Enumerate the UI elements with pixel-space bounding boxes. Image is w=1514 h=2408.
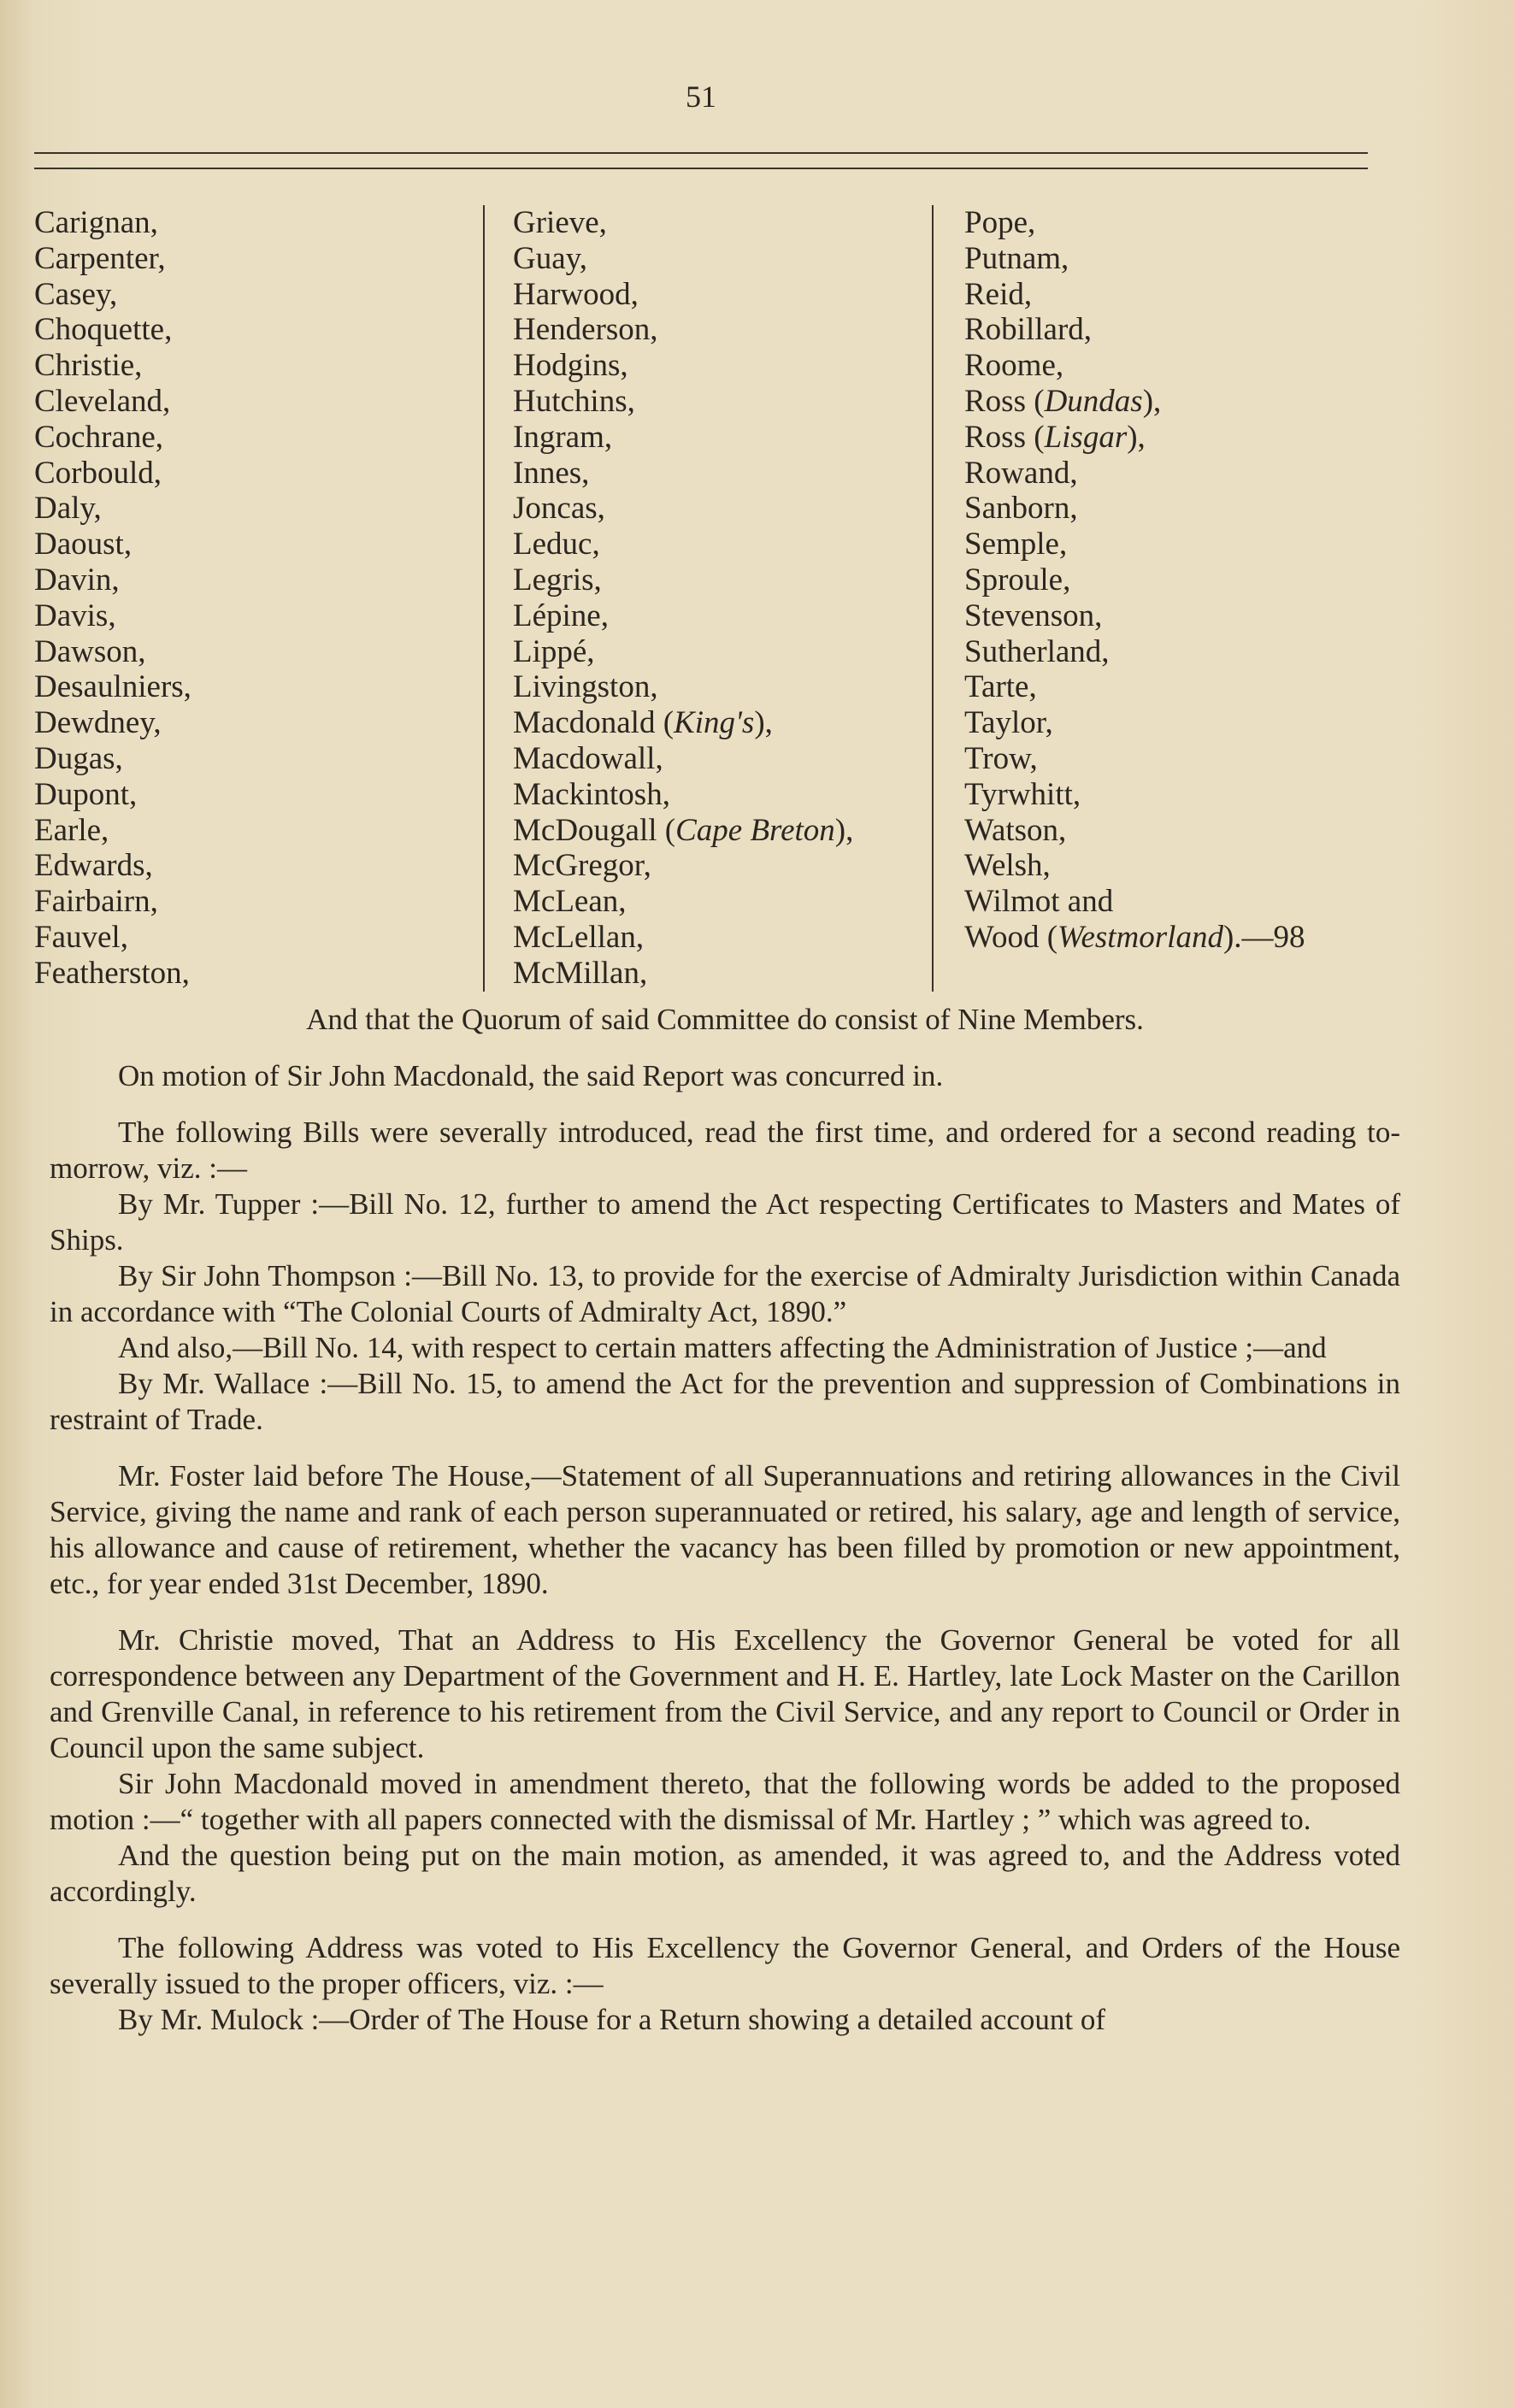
member-name — [964, 920, 1305, 956]
foster-paragraph: Mr. Foster laid before The House,—Statement of all Superannuations and retiring allowances in the Civil Service, giving the name and rank of each person superannuated or retired, his salary, age and length of service, his allowance and cause of retirement, whether the vacancy has been filled by promotion or new appointment, etc., for year ended 31st December, 1890. — [50, 1459, 1400, 1600]
member-name: Daly, — [34, 491, 102, 527]
member-name: Henderson, — [513, 312, 658, 348]
body-text — [50, 1002, 1400, 2038]
page-number: 51 — [686, 79, 716, 114]
member-name: Carpenter, — [34, 240, 166, 276]
name-column-3 — [964, 205, 1305, 956]
bill-14-paragraph: And also,—Bill No. 14, with respect to certain matters affecting the Administration of Justice ;—and — [118, 1331, 1327, 1364]
member-name: Pope, — [964, 205, 1036, 240]
member-name: Tarte, — [964, 669, 1037, 705]
member-name: Sproule, — [964, 562, 1071, 598]
member-name: Welsh, — [964, 848, 1051, 884]
member-name: Reid, — [964, 276, 1033, 312]
member-surname: Ross ( — [964, 419, 1045, 455]
member-suffix: ), — [1142, 383, 1162, 419]
member-name: Fauvel, — [34, 919, 128, 955]
member-name — [513, 813, 853, 849]
quorum-paragraph: And that the Quorum of said Committee do consist of Nine Members. — [306, 1003, 1144, 1036]
member-name — [513, 705, 853, 741]
member-name: Joncas, — [513, 491, 605, 527]
member-name: Choquette, — [34, 312, 173, 348]
member-riding: Cape Breton — [675, 812, 835, 848]
member-name: Mackintosh, — [513, 776, 670, 812]
column-divider-1 — [483, 205, 485, 992]
member-name: Featherston, — [34, 955, 190, 991]
member-riding: King's — [674, 705, 755, 741]
member-name: Legris, — [513, 562, 602, 598]
member-name: Cleveland, — [34, 383, 171, 419]
question-paragraph: And the question being put on the main motion, as amended, it was agreed to, and the Address voted accordingly. — [50, 1839, 1400, 1908]
member-suffix: ), — [1127, 419, 1146, 455]
member-suffix: ).—98 — [1222, 919, 1305, 955]
member-name: Hodgins, — [513, 348, 628, 384]
member-name: Ingram, — [513, 419, 613, 455]
member-suffix: ), — [834, 812, 854, 848]
member-name: Stevenson, — [964, 598, 1103, 633]
member-name: Roome, — [964, 348, 1064, 384]
member-name: Sutherland, — [964, 633, 1110, 669]
member-name: Dawson, — [34, 633, 146, 669]
header-rule-bottom — [34, 168, 1368, 169]
member-name: Fairbairn, — [34, 884, 158, 920]
member-name: McLean, — [513, 884, 627, 920]
name-column-1 — [34, 205, 191, 992]
member-name: Innes, — [513, 455, 590, 491]
member-name: Davin, — [34, 562, 120, 598]
member-name: Trow, — [964, 740, 1038, 776]
amendment-paragraph: Sir John Macdonald moved in amendment thereto, that the following words be added to the proposed motion :—“ together with all papers connected with the dismissal of Mr. Hartley ; ” which was agreed to. — [50, 1767, 1400, 1836]
member-name: Casey, — [34, 276, 118, 312]
header-rule-top — [34, 152, 1368, 154]
member-name: Dewdney, — [34, 705, 162, 741]
member-name: Dugas, — [34, 740, 123, 776]
bill-15-paragraph: By Mr. Wallace :—Bill No. 15, to amend the Act for the prevention and suppression of Combinations in restraint of Trade. — [50, 1367, 1400, 1436]
member-surname: Wood ( — [964, 919, 1058, 955]
bill-12-paragraph: By Mr. Tupper :—Bill No. 12, further to amend the Act respecting Certificates to Masters and Mates of Ships. — [50, 1187, 1400, 1257]
column-divider-2 — [932, 205, 934, 992]
member-name: Semple, — [964, 527, 1068, 562]
member-name: Wilmot and — [964, 884, 1114, 920]
member-riding: Lisgar — [1044, 419, 1128, 455]
member-name: Harwood, — [513, 276, 639, 312]
member-name: Tyrwhitt, — [964, 776, 1081, 812]
member-name: Rowand, — [964, 455, 1078, 491]
member-name: Taylor, — [964, 705, 1053, 741]
member-name: Lépine, — [513, 598, 609, 633]
member-name: Carignan, — [34, 205, 158, 240]
member-name: Dupont, — [34, 776, 138, 812]
member-name — [964, 384, 1305, 420]
member-name: Daoust, — [34, 527, 133, 562]
member-name: Watson, — [964, 812, 1067, 848]
member-suffix: ), — [754, 705, 773, 741]
address-paragraph: The following Address was voted to His Excellency the Governor General, and Orders of the House severally issued to the proper officers, viz. :— — [50, 1931, 1400, 2000]
member-surname: Ross ( — [964, 383, 1045, 419]
member-name — [964, 420, 1305, 456]
member-name: Livingston, — [513, 669, 658, 705]
name-column-2 — [513, 205, 853, 992]
member-name: Edwards, — [34, 848, 153, 884]
member-name: Robillard, — [964, 312, 1093, 348]
member-name: Macdowall, — [513, 740, 663, 776]
christie-paragraph: Mr. Christie moved, That an Address to His Excellency the Governor General be voted for all correspondence between any Department of the Government and H. E. Hartley, late Lock Master on the Carillon and Grenville Canal, in reference to his retirement from the Civil Service, and any report to Council or Order in Council upon the same subject. — [50, 1623, 1400, 1764]
member-riding: Westmorland — [1057, 919, 1223, 955]
member-surname: Macdonald ( — [513, 705, 675, 741]
bill-13-paragraph: By Sir John Thompson :—Bill No. 13, to provide for the exercise of Admiralty Jurisdiction within Canada in accordance with “The Colonial Courts of Admiralty Act, 1890.” — [50, 1259, 1400, 1328]
member-name: McMillan, — [513, 955, 648, 991]
bills-intro-paragraph: The following Bills were severally introduced, read the first time, and ordered for a second reading to-morrow, viz. :— — [50, 1116, 1400, 1185]
member-name: McGregor, — [513, 848, 651, 884]
member-name: Davis, — [34, 598, 116, 633]
member-surname: McDougall ( — [513, 812, 676, 848]
member-name: McLellan, — [513, 919, 645, 955]
member-name: Christie, — [34, 348, 143, 384]
member-riding: Dundas — [1044, 383, 1143, 419]
member-name: Guay, — [513, 240, 587, 276]
member-name: Lippé, — [513, 633, 595, 669]
concurred-paragraph: On motion of Sir John Macdonald, the said Report was concurred in. — [118, 1059, 944, 1092]
member-name: Putnam, — [964, 240, 1069, 276]
member-name: Desaulniers, — [34, 669, 191, 705]
member-name: Earle, — [34, 812, 109, 848]
member-name: Sanborn, — [964, 491, 1078, 527]
member-name: Hutchins, — [513, 383, 635, 419]
mulock-paragraph: By Mr. Mulock :—Order of The House for a Return showing a detailed account of — [118, 2003, 1106, 2036]
member-name: Grieve, — [513, 205, 607, 240]
member-name: Corbould, — [34, 455, 162, 491]
member-name: Leduc, — [513, 527, 600, 562]
member-name: Cochrane, — [34, 419, 164, 455]
